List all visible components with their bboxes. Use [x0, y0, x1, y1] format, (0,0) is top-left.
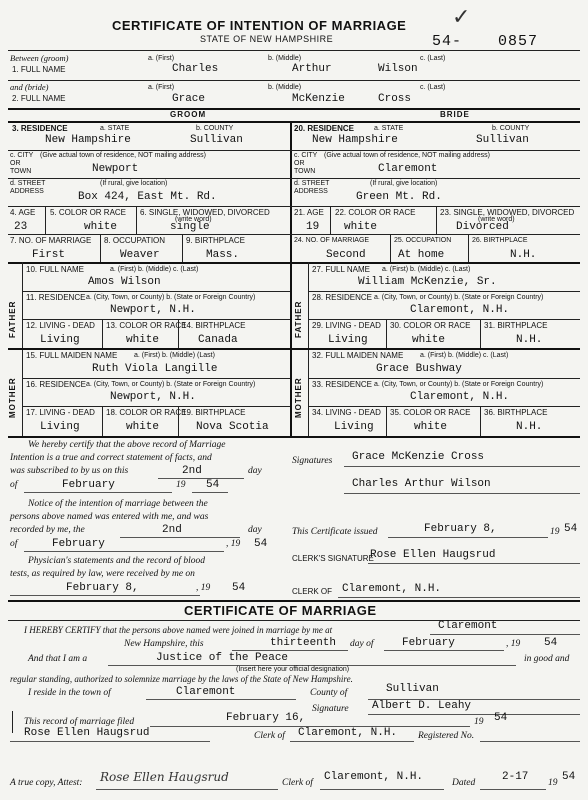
received-year-prefix: , 19 [196, 583, 211, 593]
groom-father-living: Living [40, 334, 80, 346]
groom-mother-color: white [126, 421, 160, 433]
groom-state: New Hampshire [45, 134, 131, 146]
bride-signature: Grace McKenzie Cross [352, 451, 485, 463]
marriage-line-1: I HEREBY CERTIFY that the persons above named were joined in marriage by me at [24, 625, 333, 635]
bride-mother-res-label: 33. RESIDENCE [312, 380, 373, 389]
middle-col-label: b. (Middle) [268, 55, 302, 62]
and-bride-label: and (bride) [10, 82, 49, 92]
issued-year: 54 [564, 523, 578, 535]
first-col-label-2: a. (First) [148, 84, 175, 91]
groom-mother-color-label: 18. COLOR OR RACE [106, 408, 187, 417]
groom-father-color-label: 13. COLOR OR RACE [106, 321, 187, 330]
office-hint: (Insert here your official designation) [236, 666, 350, 673]
groom-father-living-label: 12. LIVING - DEAD [26, 321, 95, 330]
marriage-title: CERTIFICATE OF MARRIAGE [184, 603, 377, 618]
groom-city-hint: (Give actual town of residence, NOT mailing address) [40, 152, 206, 159]
attest-signature: Rose Ellen Haugsrud [100, 770, 229, 784]
bride-county: Sullivan [476, 134, 529, 146]
bride-single-label: 23. SINGLE, WIDOWED, DIVORCED [440, 208, 575, 217]
groom-mother-res-hint: a. (City, Town, or County) b. (State or Foreign Country) [86, 381, 256, 388]
groom-no-marriage: First [32, 249, 66, 261]
groom-mother-living-label: 17. LIVING - DEAD [26, 408, 95, 417]
bride-father-color-label: 30. COLOR OR RACE [390, 321, 471, 330]
groom-street: Box 424, East Mt. Rd. [78, 191, 217, 203]
bride-middle-name: McKenzie [292, 93, 345, 105]
clerk-signature: Rose Ellen Haugsrud [370, 549, 496, 561]
groom-last-name: Wilson [378, 63, 418, 75]
bride-mother-name-label: 32. FULL MAIDEN NAME [312, 351, 404, 360]
bride-mother-res-hint: a. (City, Town, or County) b. (State or Foreign Country) [374, 381, 544, 388]
bride-color-label: 22. COLOR OR RACE [335, 208, 416, 217]
dated-year-prefix: 19 [548, 778, 558, 788]
marriage-line-2: New Hampshire, this [124, 639, 204, 649]
marriage-year: 54 [544, 637, 558, 649]
marriage-line-4: regular standing, authorized to solemnize marriage by the laws of the State of New Hampshire. [10, 674, 353, 684]
groom-street-hint: (If rural, give location) [100, 180, 168, 187]
county-label: County of [310, 688, 348, 698]
bride-mother-color-label: 35. COLOR OR RACE [390, 408, 471, 417]
filed-label: This record of marriage filed [24, 717, 135, 727]
issued-date: February 8, [424, 523, 497, 535]
dated-date: 2-17 [502, 771, 529, 783]
between-label: Between (groom) [10, 53, 69, 63]
bride-father-birth-label: 31. BIRTHPLACE [484, 321, 548, 330]
certify-of-word: of [10, 480, 18, 490]
groom-first-name: Charles [172, 63, 219, 75]
groom-county: Sullivan [190, 134, 243, 146]
bride-no-marriage-label: 24. NO. OF MARRIAGE [294, 237, 370, 244]
notice-day-word: day [248, 525, 262, 535]
signatures-label: Signatures [292, 456, 333, 466]
bride-city: Claremont [378, 163, 438, 175]
physician-line-1: Physician's statements and the record of blood [28, 556, 206, 566]
bride-birthplace: N.H. [510, 249, 537, 261]
bride-father-birthplace: N.H. [516, 334, 543, 346]
issued-label: This Certificate issued [292, 527, 378, 537]
groom-age-label: 4. AGE [10, 208, 36, 217]
bride-street-hint: (If rural, give location) [370, 180, 438, 187]
bride-state: New Hampshire [312, 134, 398, 146]
groom-mother-side-label: MOTHER [8, 377, 17, 418]
filed-date: February 16, [226, 712, 306, 724]
groom-color-label: 5. COLOR OR RACE [50, 208, 127, 217]
marriage-day: thirteenth [270, 637, 337, 649]
reside-county: Sullivan [386, 683, 439, 695]
bride-mother-color: white [414, 421, 448, 433]
certify-year: 54 [206, 479, 220, 491]
bride-age-label: 21. AGE [294, 208, 324, 217]
groom-father-name: Amos Wilson [88, 276, 161, 288]
bride-father-res-label: 28. RESIDENCE [312, 293, 373, 302]
groom-mother-living: Living [40, 421, 80, 433]
notice-year: 54 [254, 538, 268, 550]
bride-street-label: d. STREET ADDRESS [294, 180, 330, 195]
notice-year-prefix: , 19 [226, 539, 241, 549]
groom-name-label: 1. FULL NAME [12, 65, 66, 74]
groom-mother-birthplace: Nova Scotia [196, 421, 269, 433]
clerk-of-town: Claremont, N.H. [342, 583, 442, 595]
groom-mother-res-label: 16. RESIDENCE [26, 380, 87, 389]
last-col-label-2: c. (Last) [420, 84, 446, 91]
footer-clerk-of: Claremont, N.H. [324, 771, 424, 783]
bride-mother-side-label: MOTHER [294, 377, 303, 418]
marriage-day-of: day of [350, 639, 374, 649]
groom-occupation-label: 8. OCCUPATION [104, 236, 166, 245]
bride-father-name: William McKenzie, Sr. [358, 276, 497, 288]
issued-year-prefix: 19 [550, 527, 560, 537]
check-mark-icon: ✓ [452, 4, 471, 29]
bride-section-heading: BRIDE [440, 110, 470, 119]
state-subtitle: STATE OF NEW HAMPSHIRE [200, 34, 334, 44]
marriage-line-3b: in good and [524, 654, 570, 664]
certify-month: February [62, 479, 115, 491]
bride-father-name-label: 27. FULL NAME [312, 265, 370, 274]
bride-color: white [344, 221, 378, 233]
groom-birthplace: Mass. [206, 249, 240, 261]
notice-month: February [52, 538, 105, 550]
groom-occupation: Weaver [120, 249, 160, 261]
groom-color: white [84, 221, 118, 233]
groom-father-birthplace: Canada [198, 334, 238, 346]
bride-occupation: At home [398, 249, 445, 261]
bride-marital-status: Divorced [456, 221, 509, 233]
filed-year-prefix: 19 [474, 717, 484, 727]
groom-father-res-label: 11. RESIDENCE [26, 293, 86, 302]
bride-mother-name: Grace Bushway [376, 363, 462, 375]
last-col-label: c. (Last) [420, 55, 446, 62]
bride-father-name-cols: a. (First) b. (Middle) c. (Last) [382, 266, 471, 273]
groom-mother-name: Ruth Viola Langille [92, 363, 218, 375]
filed-clerk-of-label: Clerk of [254, 731, 285, 741]
marriage-place: Claremont [438, 620, 498, 632]
bride-father-res-hint: a. (City, Town, or County) b. (State or Foreign Country) [374, 294, 544, 301]
groom-section-heading: GROOM [170, 110, 207, 119]
groom-father-color: white [126, 334, 160, 346]
groom-marital-status: single [170, 221, 210, 233]
notice-line-1: Notice of the intention of marriage between the [28, 499, 208, 509]
groom-birthplace-label: 9. BIRTHPLACE [186, 236, 245, 245]
groom-age: 23 [14, 221, 28, 233]
bride-mother-living-label: 34. LIVING - DEAD [312, 408, 381, 417]
footer-clerk-of-label: Clerk of [282, 778, 313, 788]
certify-year-prefix: 19 [176, 480, 186, 490]
bride-mother-residence: Claremont, N.H. [410, 391, 510, 403]
bride-father-living: Living [328, 334, 368, 346]
groom-father-birth-label: 14. BIRTHPLACE [182, 321, 246, 330]
officiant-signature: Albert D. Leahy [372, 700, 472, 712]
clerk-signature-label: CLERK'S SIGNATURE [292, 554, 374, 563]
groom-father-residence: Newport, N.H. [110, 304, 196, 316]
bride-street: Green Mt. Rd. [356, 191, 442, 203]
certify-day: 2nd [182, 465, 202, 477]
certificate-prefix: 54- [432, 33, 463, 50]
dated-label: Dated [452, 778, 476, 788]
reside-label: I reside in the town of [28, 688, 111, 698]
groom-no-marriage-label: 7. NO. OF MARRIAGE [10, 236, 92, 245]
certify-line-2: Intention is a true and correct statement of facts, and [10, 453, 212, 463]
groom-father-side-label: FATHER [8, 300, 17, 338]
received-date: February 8, [66, 582, 139, 594]
groom-residence-label: 3. RESIDENCE [12, 124, 68, 133]
bride-city-label: c. CITY OR TOWN [294, 152, 318, 175]
filer-name: Rose Ellen Haugsrud [24, 727, 150, 739]
groom-city-label: c. CITY OR TOWN [10, 152, 34, 175]
attest-label: A true copy, Attest: [10, 778, 83, 788]
bride-first-name: Grace [172, 93, 206, 105]
filed-year: 54 [494, 712, 508, 724]
certify-line-1: We hereby certify that the above record of Marriage [28, 440, 226, 450]
middle-col-label-2: b. (Middle) [268, 84, 302, 91]
filed-clerk-of: Claremont, N.H. [298, 727, 398, 739]
bride-mother-living: Living [334, 421, 374, 433]
bride-mother-birthplace: N.H. [516, 421, 543, 433]
marriage-line-3: And that I am a [28, 654, 88, 664]
groom-middle-name: Arthur [292, 63, 332, 75]
dated-year: 54 [562, 771, 576, 783]
notice-line-3: recorded by me, the [10, 525, 85, 535]
groom-street-label: d. STREET ADDRESS [10, 180, 46, 195]
groom-city: Newport [92, 163, 139, 175]
groom-mother-name-cols: a. (First) b. (Middle) (Last) [134, 352, 215, 359]
groom-father-name-cols: a. (First) b. (Middle) c. (Last) [110, 266, 199, 273]
bride-last-name: Cross [378, 93, 412, 105]
physician-line-2: tests, as required by law, were received by me on [10, 569, 195, 579]
groom-mother-birth-label: 19. BIRTHPLACE [182, 408, 246, 417]
notice-line-2: persons above named was entered with me, and was [10, 512, 209, 522]
bride-name-label: 2. FULL NAME [12, 94, 66, 103]
first-col-label: a. (First) [148, 55, 175, 62]
groom-single-label: 6. SINGLE, WIDOWED, DIVORCED [140, 208, 270, 217]
groom-father-res-hint: a. (City, Town, or County) b. (State or Foreign Country) [86, 294, 256, 301]
bride-father-living-label: 29. LIVING - DEAD [312, 321, 381, 330]
bride-mother-name-cols: a. (First) b. (Middle) c. (Last) [420, 352, 509, 359]
bride-age: 19 [306, 221, 320, 233]
clerk-of-label: CLERK OF [292, 587, 333, 596]
bride-father-color: white [412, 334, 446, 346]
groom-single-hint: (write word) [175, 216, 212, 223]
groom-mother-residence: Newport, N.H. [110, 391, 196, 403]
marriage-year-prefix: , 19 [506, 639, 521, 649]
notice-of-word: of [10, 539, 18, 549]
bride-state-label: a. STATE [374, 125, 404, 132]
bride-no-marriage: Second [326, 249, 366, 261]
certify-line-3: was subscribed to by us on this [10, 466, 129, 476]
reside-town: Claremont [176, 686, 236, 698]
groom-father-name-label: 10. FULL NAME [26, 265, 84, 274]
bride-father-side-label: FATHER [294, 300, 303, 338]
certify-day-word: day [248, 466, 262, 476]
notice-day: 2nd [162, 524, 182, 536]
officiant-signature-label: Signature [312, 704, 349, 714]
bride-mother-birth-label: 36. BIRTHPLACE [484, 408, 548, 417]
marriage-month: February [402, 637, 455, 649]
certificate-number: 0857 [498, 33, 539, 50]
bride-residence-label: 20. RESIDENCE [294, 124, 355, 133]
bride-city-hint: (Give actual town of residence, NOT mailing address) [324, 152, 490, 159]
marriage-office: Justice of the Peace [156, 652, 289, 664]
bride-birthplace-label: 26. BIRTHPLACE [472, 237, 528, 244]
groom-county-label: b. COUNTY [196, 125, 234, 132]
received-year: 54 [232, 582, 246, 594]
bride-county-label: b. COUNTY [492, 125, 530, 132]
groom-state-label: a. STATE [100, 125, 130, 132]
bride-single-hint: (write word) [478, 216, 515, 223]
groom-signature: Charles Arthur Wilson [352, 478, 491, 490]
groom-mother-name-label: 15. FULL MAIDEN NAME [26, 351, 118, 360]
certificate-title: CERTIFICATE OF INTENTION OF MARRIAGE [112, 18, 407, 33]
bride-occupation-label: 25. OCCUPATION [394, 237, 452, 244]
registered-label: Registered No. [418, 731, 475, 741]
bride-father-residence: Claremont, N.H. [410, 304, 510, 316]
